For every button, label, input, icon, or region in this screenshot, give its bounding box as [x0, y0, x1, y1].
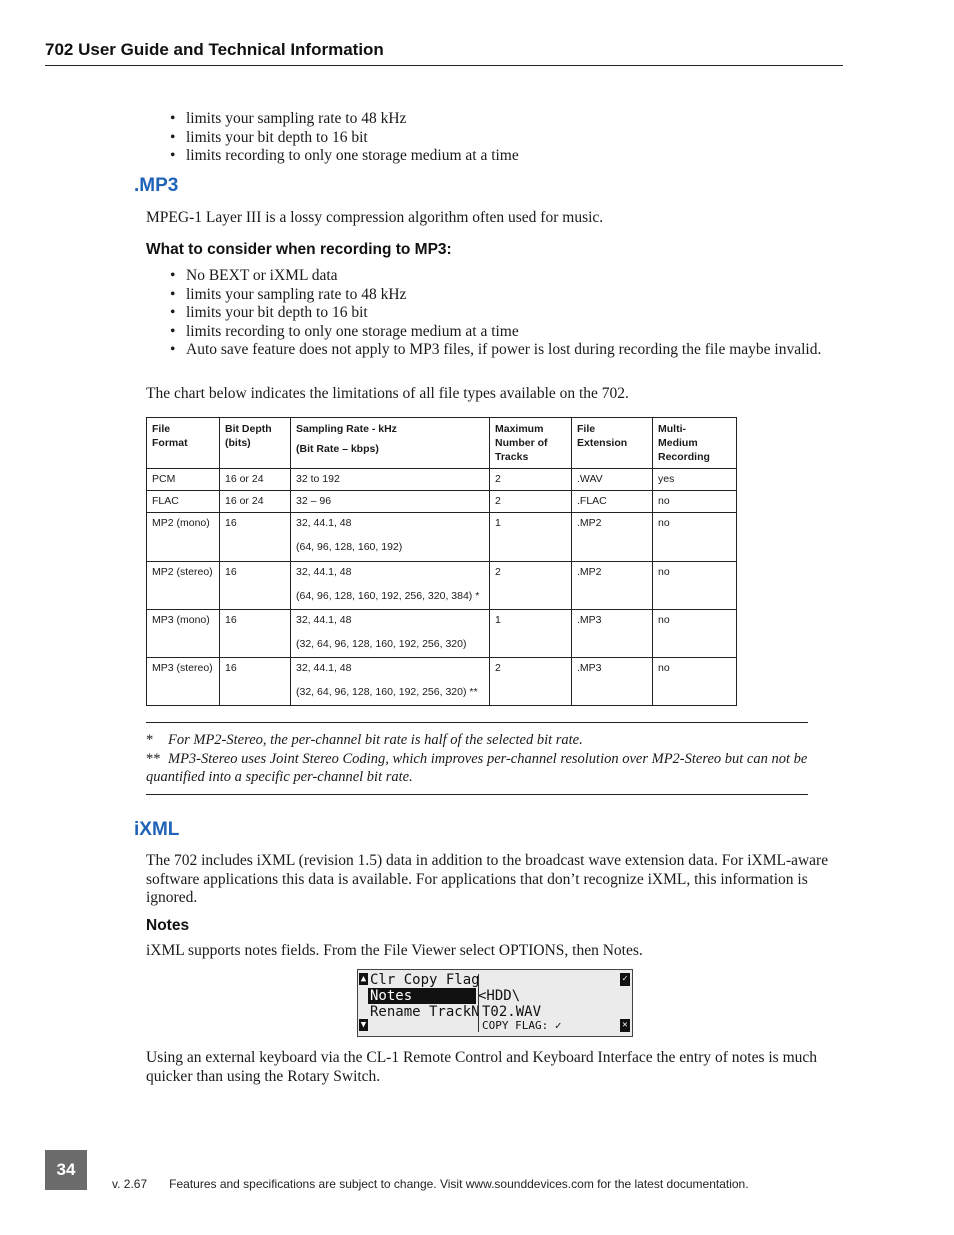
- mp3-intro: MPEG-1 Layer III is a lossy compression algorithm often used for music.: [146, 209, 604, 226]
- cell-rate: 32, 44.1, 48 (64, 96, 128, 160, 192): [291, 513, 490, 562]
- list-item: • limits your sampling rate to 48 kHz: [170, 110, 830, 129]
- table-row: [147, 491, 737, 513]
- column-header: Bit Depth (bits): [220, 418, 291, 469]
- cell-tracks: 2: [490, 491, 572, 513]
- cell-tracks: 2: [490, 658, 572, 706]
- cell-multi: no: [653, 513, 737, 562]
- cell-ext: .FLAC: [572, 491, 653, 513]
- footer-disclaimer: Features and specifications are subject to change. Visit www.sounddevices.com for the latest documentation.: [169, 1177, 749, 1191]
- table-row: [147, 610, 737, 658]
- cell-ext: .MP2: [572, 562, 653, 610]
- cell-format: PCM: [147, 469, 220, 491]
- table-footnotes: [146, 731, 808, 787]
- cell-bits: 16: [220, 610, 291, 658]
- mp3-subheading: What to consider when recording to MP3:: [146, 241, 452, 258]
- cell-format: MP2 (stereo): [147, 562, 220, 610]
- list-item: • limits recording to only one storage medium at a time: [170, 147, 830, 166]
- cell-rate: 32, 44.1, 48 (32, 64, 96, 128, 160, 192, 256, 320) **: [291, 658, 490, 706]
- lcd-menu-item-selected: Notes: [368, 988, 476, 1004]
- cell-multi: yes: [653, 469, 737, 491]
- cell-bits: 16: [220, 513, 291, 562]
- cell-ext: .MP3: [572, 658, 653, 706]
- column-header: Maximum Number of Tracks: [490, 418, 572, 469]
- lcd-menu-item: Rename TrackN: [370, 1004, 480, 1020]
- notes-text: iXML supports notes fields. From the File Viewer select OPTIONS, then Notes.: [146, 942, 643, 959]
- column-header: Multi- Medium Recording: [653, 418, 737, 469]
- column-header: File Format: [147, 418, 220, 469]
- keyboard-paragraph: Using an external keyboard via the CL-1 Remote Control and Keyboard Interface the entry of notes is much quicker than using the Rotary Switch.: [146, 1049, 818, 1085]
- cell-ext: .MP3: [572, 610, 653, 658]
- cell-multi: no: [653, 658, 737, 706]
- cell-rate: 32, 44.1, 48 (32, 64, 96, 128, 160, 192, 256, 320): [291, 610, 490, 658]
- page-number: 34: [45, 1150, 87, 1190]
- cell-tracks: 2: [490, 469, 572, 491]
- column-header: Sampling Rate - kHz (Bit Rate – kbps): [291, 418, 490, 469]
- list-item: • Auto save feature does not apply to MP3 files, if power is lost during recording the file maybe invalid.: [170, 341, 838, 360]
- cell-bits: 16 or 24: [220, 491, 291, 513]
- lcd-screenshot: [357, 969, 633, 1037]
- table-row: [147, 562, 737, 610]
- file-type-table: [146, 417, 737, 706]
- cell-rate: 32 to 192: [291, 469, 490, 491]
- footnote: * For MP2-Stereo, the per-channel bit rate is half of the selected bit rate.: [146, 732, 583, 748]
- top-bullet-list: [170, 110, 830, 166]
- list-item: • limits your bit depth to 16 bit: [170, 129, 830, 148]
- close-icon: ✕: [620, 1019, 630, 1032]
- cell-rate: 32 – 96: [291, 491, 490, 513]
- table-row: [147, 469, 737, 491]
- table-header-row: [147, 418, 737, 469]
- list-item: • limits your sampling rate to 48 kHz: [170, 286, 838, 305]
- cell-tracks: 2: [490, 562, 572, 610]
- lcd-info-line: COPY FLAG: ✓: [482, 1019, 562, 1032]
- cell-ext: .WAV: [572, 469, 653, 491]
- list-item: • No BEXT or iXML data: [170, 267, 838, 286]
- cell-bits: 16: [220, 658, 291, 706]
- cell-multi: no: [653, 491, 737, 513]
- cell-multi: no: [653, 610, 737, 658]
- list-item: • limits your bit depth to 16 bit: [170, 304, 838, 323]
- footnote-rule-top: [146, 722, 808, 723]
- table-row: [147, 513, 737, 562]
- lcd-menu-item: Clr Copy Flag: [370, 972, 480, 988]
- up-arrow-icon: ▲: [360, 974, 367, 984]
- checkmark-icon: ✓: [620, 973, 630, 986]
- footer-line: [112, 1177, 749, 1191]
- footnote-rule-bottom: [146, 794, 808, 795]
- cell-rate: 32, 44.1, 48 (64, 96, 128, 160, 192, 256, 320, 384) *: [291, 562, 490, 610]
- cell-multi: no: [653, 562, 737, 610]
- cell-bits: 16 or 24: [220, 469, 291, 491]
- notes-heading: Notes: [146, 917, 190, 934]
- cell-bits: 16: [220, 562, 291, 610]
- cell-format: MP3 (mono): [147, 610, 220, 658]
- version-label: v. 2.67: [112, 1177, 148, 1191]
- cell-tracks: 1: [490, 513, 572, 562]
- chart-intro: The chart below indicates the limitations of all file types available on the 702.: [146, 385, 629, 402]
- column-header: File Extension: [572, 418, 653, 469]
- table-row: [147, 658, 737, 706]
- cell-ext: .MP2: [572, 513, 653, 562]
- cell-tracks: 1: [490, 610, 572, 658]
- lcd-info-line: T02.WAV: [482, 1004, 542, 1020]
- header-rule: [45, 65, 843, 66]
- mp3-heading: .MP3: [134, 175, 179, 196]
- down-arrow-icon: ▼: [360, 1020, 367, 1030]
- cell-format: MP2 (mono): [147, 513, 220, 562]
- cell-format: FLAC: [147, 491, 220, 513]
- lcd-info-line: <HDD\: [478, 988, 521, 1004]
- footnote: ** MP3-Stereo uses Joint Stereo Coding, which improves per-channel resolution over MP2-Stereo but can not be quantified into a specific per-channel bit rate.: [146, 750, 808, 785]
- ixml-heading: iXML: [134, 819, 180, 840]
- cell-format: MP3 (stereo): [147, 658, 220, 706]
- list-item: • limits recording to only one storage medium at a time: [170, 323, 838, 342]
- mp3-bullet-list: [170, 267, 838, 360]
- running-header: 702 User Guide and Technical Information: [45, 40, 384, 59]
- ixml-paragraph: The 702 includes iXML (revision 1.5) data in addition to the broadcast wave extension data. For iXML-aware software applications this data is available. For applications that don’t recognize iXML, this information is ignored.: [146, 852, 829, 906]
